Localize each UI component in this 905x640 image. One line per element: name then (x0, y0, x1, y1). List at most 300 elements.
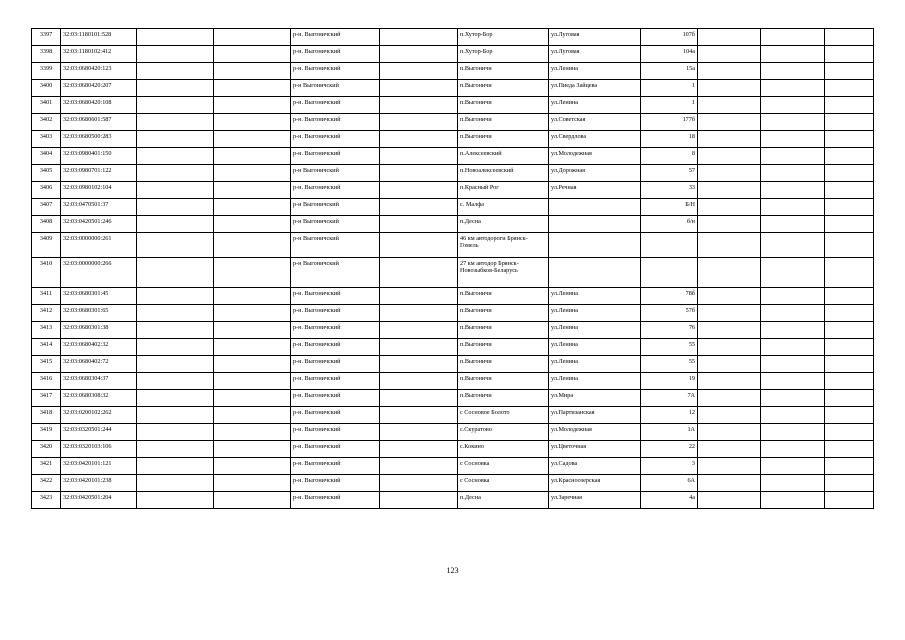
row-number-cell: 3410 (32, 258, 61, 288)
house-number-cell: 7А (641, 390, 698, 407)
row-number-cell: 3409 (32, 233, 61, 258)
empty-cell (698, 46, 761, 63)
empty-cell (380, 339, 458, 356)
street-cell: ул.Ленина (549, 356, 641, 373)
empty-cell (214, 407, 291, 424)
district-cell: р-н. Выгоничский (291, 339, 380, 356)
table-row (32, 288, 874, 305)
cadastral-number-cell: 32:03:0680304:37 (61, 373, 137, 390)
empty-cell (137, 492, 214, 509)
locality-cell: с Сосновка (458, 475, 549, 492)
locality-cell: п.Алексеевский (458, 148, 549, 165)
house-number-cell: 15а (641, 63, 698, 80)
empty-cell (380, 390, 458, 407)
table-row (32, 97, 874, 114)
empty-cell (761, 216, 825, 233)
empty-cell (380, 492, 458, 509)
empty-cell (214, 475, 291, 492)
district-cell: р-н Выгоничский (291, 165, 380, 182)
street-cell: ул.Ленина (549, 63, 641, 80)
empty-cell (380, 199, 458, 216)
empty-cell (137, 458, 214, 475)
row-number-cell: 3408 (32, 216, 61, 233)
empty-cell (825, 131, 874, 148)
district-cell: р-н Выгоничский (291, 199, 380, 216)
empty-cell (825, 199, 874, 216)
house-number-cell: 8 (641, 148, 698, 165)
district-cell: р-н. Выгоничский (291, 305, 380, 322)
page-number: 123 (446, 566, 459, 575)
empty-cell (380, 424, 458, 441)
house-number-cell: Б/Н (641, 199, 698, 216)
street-cell: ул.Луговая (549, 29, 641, 46)
locality-cell: п.Десна (458, 492, 549, 509)
empty-cell (380, 148, 458, 165)
empty-cell (380, 458, 458, 475)
empty-cell (825, 46, 874, 63)
empty-cell (214, 148, 291, 165)
property-registry-table (31, 28, 874, 509)
empty-cell (698, 288, 761, 305)
street-cell: ул.Пиеда Зайцева (549, 80, 641, 97)
locality-cell: п.Красный Рог (458, 182, 549, 199)
locality-cell: 46 км автодороги Брянск-Гомель (458, 233, 549, 258)
row-number-cell: 3400 (32, 80, 61, 97)
table-row (32, 29, 874, 46)
district-cell: р-н. Выгоничский (291, 356, 380, 373)
table-row (32, 339, 874, 356)
house-number-cell: 1 (641, 97, 698, 114)
empty-cell (761, 339, 825, 356)
empty-cell (214, 288, 291, 305)
district-cell: р-н. Выгоничский (291, 131, 380, 148)
empty-cell (214, 258, 291, 288)
row-number-cell: 3403 (32, 131, 61, 148)
row-number-cell: 3405 (32, 165, 61, 182)
empty-cell (137, 80, 214, 97)
table-row (32, 148, 874, 165)
empty-cell (825, 458, 874, 475)
street-cell (549, 233, 641, 258)
table-row (32, 356, 874, 373)
empty-cell (698, 233, 761, 258)
district-cell: р-н. Выгоничский (291, 373, 380, 390)
cadastral-number-cell: 32:03:0420501:204 (61, 492, 137, 509)
row-number-cell: 3415 (32, 356, 61, 373)
cadastral-number-cell: 32:03:0320501:244 (61, 424, 137, 441)
street-cell: ул.Ленина (549, 97, 641, 114)
empty-cell (380, 356, 458, 373)
locality-cell: п.Выгоничи (458, 390, 549, 407)
empty-cell (698, 199, 761, 216)
empty-cell (698, 165, 761, 182)
locality-cell: с Сосновое Болото (458, 407, 549, 424)
locality-cell: п.Выгоничи (458, 322, 549, 339)
empty-cell (825, 148, 874, 165)
empty-cell (825, 233, 874, 258)
empty-cell (825, 288, 874, 305)
empty-cell (214, 63, 291, 80)
empty-cell (825, 424, 874, 441)
district-cell: р-н. Выгоничский (291, 407, 380, 424)
row-number-cell: 3419 (32, 424, 61, 441)
empty-cell (761, 46, 825, 63)
locality-cell: п.Выгоничи (458, 63, 549, 80)
cadastral-number-cell: 32:03:0680402:32 (61, 339, 137, 356)
table-row (32, 424, 874, 441)
table-row (32, 63, 874, 80)
empty-cell (137, 165, 214, 182)
empty-cell (380, 322, 458, 339)
empty-cell (825, 258, 874, 288)
street-cell: ул.Свердлова (549, 131, 641, 148)
empty-cell (825, 29, 874, 46)
empty-cell (761, 373, 825, 390)
row-number-cell: 3401 (32, 97, 61, 114)
table-row (32, 199, 874, 216)
empty-cell (825, 492, 874, 509)
empty-cell (698, 492, 761, 509)
house-number-cell: 1 (641, 80, 698, 97)
empty-cell (380, 80, 458, 97)
empty-cell (137, 424, 214, 441)
cadastral-number-cell: 32:03:0680301:65 (61, 305, 137, 322)
cadastral-number-cell: 32:03:0680601:587 (61, 114, 137, 131)
empty-cell (137, 97, 214, 114)
empty-cell (137, 407, 214, 424)
cadastral-number-cell: 32:03:0680402:72 (61, 356, 137, 373)
table-row (32, 233, 874, 258)
empty-cell (380, 216, 458, 233)
street-cell: ул.Партизанская (549, 407, 641, 424)
empty-cell (761, 424, 825, 441)
empty-cell (698, 373, 761, 390)
empty-cell (137, 305, 214, 322)
empty-cell (380, 441, 458, 458)
district-cell: р-н. Выгоничский (291, 114, 380, 131)
street-cell: ул.Ленина (549, 373, 641, 390)
empty-cell (825, 390, 874, 407)
cadastral-number-cell: 32:03:0420501:246 (61, 216, 137, 233)
row-number-cell: 3423 (32, 492, 61, 509)
empty-cell (214, 233, 291, 258)
empty-cell (137, 356, 214, 373)
house-number-cell: 12 (641, 407, 698, 424)
row-number-cell: 3402 (32, 114, 61, 131)
empty-cell (137, 390, 214, 407)
street-cell: ул.Ленина (549, 339, 641, 356)
empty-cell (137, 322, 214, 339)
house-number-cell: 57 (641, 165, 698, 182)
street-cell: ул.Цветочная (549, 441, 641, 458)
empty-cell (761, 165, 825, 182)
empty-cell (698, 216, 761, 233)
house-number-cell: 19 (641, 373, 698, 390)
cadastral-number-cell: 32:03:0420101:238 (61, 475, 137, 492)
street-cell: ул.Молодежная (549, 148, 641, 165)
district-cell: р-н. Выгоничский (291, 458, 380, 475)
cadastral-number-cell: 32:03:0680420:108 (61, 97, 137, 114)
table-row (32, 182, 874, 199)
empty-cell (761, 492, 825, 509)
empty-cell (825, 407, 874, 424)
table-row (32, 305, 874, 322)
empty-cell (214, 390, 291, 407)
house-number-cell: 33 (641, 182, 698, 199)
row-number-cell: 3398 (32, 46, 61, 63)
empty-cell (698, 475, 761, 492)
locality-cell: с.Скуратово (458, 424, 549, 441)
empty-cell (698, 97, 761, 114)
empty-cell (698, 407, 761, 424)
house-number-cell: 6А (641, 475, 698, 492)
district-cell: р-н. Выгоничский (291, 441, 380, 458)
table-row (32, 165, 874, 182)
district-cell: р-н. Выгоничский (291, 390, 380, 407)
empty-cell (825, 441, 874, 458)
empty-cell (137, 288, 214, 305)
cadastral-number-cell: 32:03:0420101:121 (61, 458, 137, 475)
row-number-cell: 3411 (32, 288, 61, 305)
empty-cell (214, 458, 291, 475)
empty-cell (214, 305, 291, 322)
house-number-cell: 4а (641, 492, 698, 509)
empty-cell (214, 97, 291, 114)
row-number-cell: 3414 (32, 339, 61, 356)
empty-cell (137, 199, 214, 216)
cadastral-number-cell: 32:03:0320103:106 (61, 441, 137, 458)
empty-cell (214, 441, 291, 458)
cadastral-number-cell: 32:03:0680301:45 (61, 288, 137, 305)
street-cell: ул.Луговая (549, 46, 641, 63)
district-cell: р-н. Выгоничский (291, 492, 380, 509)
table-row (32, 46, 874, 63)
cadastral-number-cell: 32:03:0680308:32 (61, 390, 137, 407)
row-number-cell: 3422 (32, 475, 61, 492)
locality-cell: п.Десна (458, 216, 549, 233)
row-number-cell: 3404 (32, 148, 61, 165)
street-cell: ул.Садова (549, 458, 641, 475)
house-number-cell: 104а (641, 46, 698, 63)
empty-cell (380, 233, 458, 258)
locality-cell: п.Хутор-Бор (458, 46, 549, 63)
row-number-cell: 3417 (32, 390, 61, 407)
empty-cell (214, 46, 291, 63)
district-cell: р-н. Выгоничский (291, 97, 380, 114)
empty-cell (380, 165, 458, 182)
empty-cell (698, 148, 761, 165)
empty-cell (698, 80, 761, 97)
empty-cell (761, 390, 825, 407)
table-row (32, 492, 874, 509)
empty-cell (380, 131, 458, 148)
cadastral-number-cell: 32:03:0000000:261 (61, 233, 137, 258)
empty-cell (825, 97, 874, 114)
empty-cell (761, 29, 825, 46)
empty-cell (137, 182, 214, 199)
empty-cell (137, 233, 214, 258)
row-number-cell: 3413 (32, 322, 61, 339)
empty-cell (137, 114, 214, 131)
empty-cell (761, 288, 825, 305)
empty-cell (214, 80, 291, 97)
locality-cell: 27 км автодор Брянск-Новозыбков-Беларусь (458, 258, 549, 288)
table-row (32, 373, 874, 390)
empty-cell (214, 424, 291, 441)
street-cell: ул.Молодежная (549, 424, 641, 441)
empty-cell (214, 373, 291, 390)
empty-cell (137, 373, 214, 390)
house-number-cell: 76 (641, 322, 698, 339)
empty-cell (825, 356, 874, 373)
locality-cell: п.Выгоничи (458, 339, 549, 356)
empty-cell (137, 216, 214, 233)
empty-cell (380, 288, 458, 305)
district-cell: р-н. Выгоничский (291, 46, 380, 63)
table-row (32, 216, 874, 233)
locality-cell: с Сосновка (458, 458, 549, 475)
empty-cell (214, 492, 291, 509)
empty-cell (137, 29, 214, 46)
table-row (32, 407, 874, 424)
empty-cell (698, 131, 761, 148)
empty-cell (214, 322, 291, 339)
street-cell (549, 258, 641, 288)
street-cell: ул.Мира (549, 390, 641, 407)
empty-cell (825, 373, 874, 390)
empty-cell (137, 441, 214, 458)
empty-cell (380, 114, 458, 131)
empty-cell (761, 322, 825, 339)
empty-cell (698, 458, 761, 475)
empty-cell (761, 441, 825, 458)
house-number-cell (641, 258, 698, 288)
empty-cell (137, 339, 214, 356)
empty-cell (214, 199, 291, 216)
row-number-cell: 3397 (32, 29, 61, 46)
empty-cell (214, 114, 291, 131)
house-number-cell: 18 (641, 131, 698, 148)
empty-cell (214, 29, 291, 46)
row-number-cell: 3420 (32, 441, 61, 458)
cadastral-number-cell: 32:03:1180101:528 (61, 29, 137, 46)
locality-cell: п.Выгоничи (458, 80, 549, 97)
cadastral-number-cell: 32:03:0680420:123 (61, 63, 137, 80)
empty-cell (761, 114, 825, 131)
empty-cell (380, 182, 458, 199)
empty-cell (825, 475, 874, 492)
empty-cell (761, 63, 825, 80)
table-row (32, 80, 874, 97)
empty-cell (825, 182, 874, 199)
row-number-cell: 3412 (32, 305, 61, 322)
street-cell: ул.Ленина (549, 305, 641, 322)
street-cell: ул.Дорожная (549, 165, 641, 182)
cadastral-number-cell: 32:03:0680301:38 (61, 322, 137, 339)
empty-cell (761, 305, 825, 322)
empty-cell (761, 131, 825, 148)
table-row (32, 458, 874, 475)
street-cell: ул.Ленина (549, 322, 641, 339)
empty-cell (137, 46, 214, 63)
empty-cell (698, 390, 761, 407)
cadastral-number-cell: 32:03:0000000:266 (61, 258, 137, 288)
locality-cell: п.Новоалексеевский (458, 165, 549, 182)
cadastral-number-cell: 32:03:1180102:412 (61, 46, 137, 63)
empty-cell (698, 339, 761, 356)
empty-cell (698, 29, 761, 46)
empty-cell (825, 216, 874, 233)
house-number-cell: 55 (641, 356, 698, 373)
district-cell: р-н. Выгоничский (291, 424, 380, 441)
empty-cell (137, 258, 214, 288)
empty-cell (698, 63, 761, 80)
house-number-cell (641, 233, 698, 258)
street-cell: ул.Речная (549, 182, 641, 199)
house-number-cell: 78б (641, 288, 698, 305)
district-cell: р-н. Выгоничский (291, 288, 380, 305)
house-number-cell: б/н (641, 216, 698, 233)
house-number-cell: 177б (641, 114, 698, 131)
locality-cell: п.Выгоничи (458, 356, 549, 373)
empty-cell (137, 131, 214, 148)
locality-cell: с.Кокино (458, 441, 549, 458)
empty-cell (698, 441, 761, 458)
table-row (32, 475, 874, 492)
locality-cell: с. Малфа (458, 199, 549, 216)
district-cell: р-н Выгоничский (291, 216, 380, 233)
house-number-cell: 107б (641, 29, 698, 46)
house-number-cell: 57б (641, 305, 698, 322)
street-cell: ул.Заречная (549, 492, 641, 509)
table-row (32, 131, 874, 148)
empty-cell (761, 475, 825, 492)
empty-cell (698, 322, 761, 339)
street-cell (549, 216, 641, 233)
locality-cell: п.Выгоничи (458, 114, 549, 131)
locality-cell: п.Хутор-Бор (458, 29, 549, 46)
empty-cell (137, 148, 214, 165)
house-number-cell: 22 (641, 441, 698, 458)
empty-cell (825, 80, 874, 97)
empty-cell (698, 114, 761, 131)
cadastral-number-cell: 32:03:0980401:150 (61, 148, 137, 165)
locality-cell: п.Выгоничи (458, 97, 549, 114)
empty-cell (214, 216, 291, 233)
empty-cell (698, 305, 761, 322)
empty-cell (825, 165, 874, 182)
empty-cell (380, 258, 458, 288)
row-number-cell: 3418 (32, 407, 61, 424)
empty-cell (761, 356, 825, 373)
district-cell: р-н Выгоничский (291, 80, 380, 97)
empty-cell (137, 475, 214, 492)
table-row (32, 114, 874, 131)
empty-cell (825, 114, 874, 131)
row-number-cell: 3399 (32, 63, 61, 80)
cadastral-number-cell: 32:03:0200102:262 (61, 407, 137, 424)
row-number-cell: 3406 (32, 182, 61, 199)
empty-cell (761, 407, 825, 424)
empty-cell (761, 458, 825, 475)
row-number-cell: 3407 (32, 199, 61, 216)
empty-cell (214, 356, 291, 373)
district-cell: р-н. Выгоничский (291, 182, 380, 199)
cadastral-number-cell: 32:03:0680420:207 (61, 80, 137, 97)
empty-cell (380, 373, 458, 390)
empty-cell (698, 182, 761, 199)
empty-cell (761, 80, 825, 97)
